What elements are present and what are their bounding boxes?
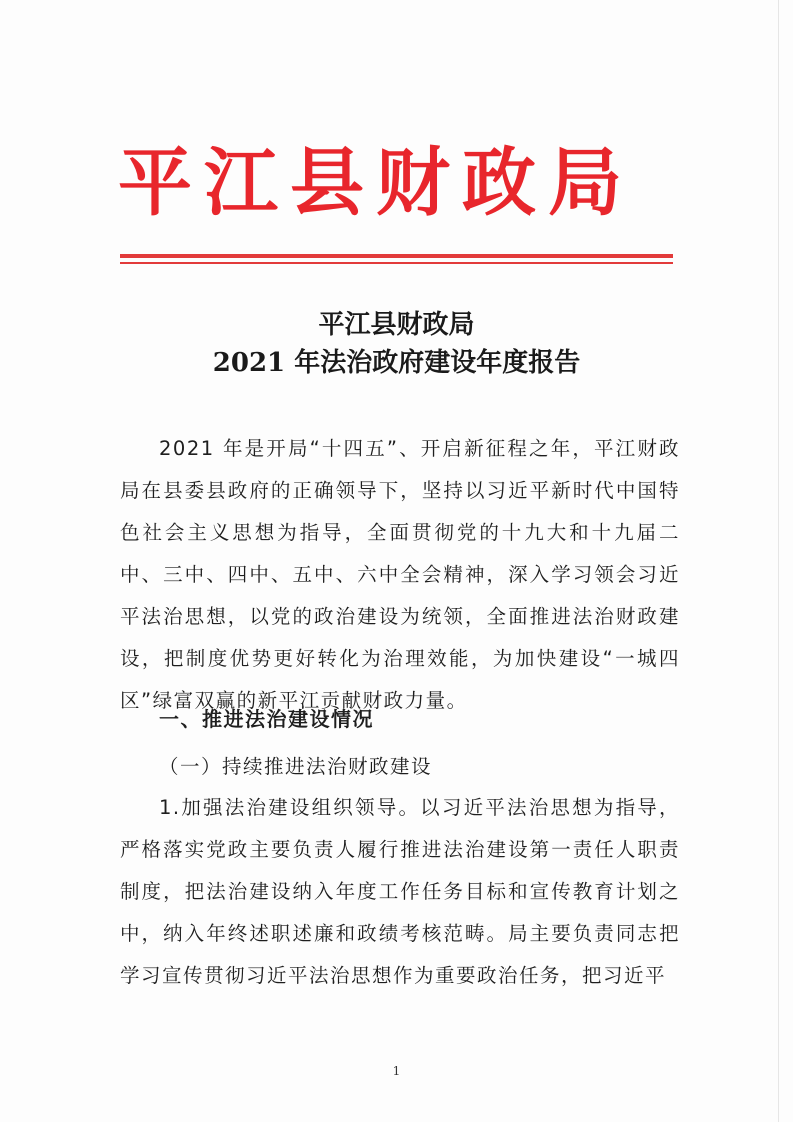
document-title [120, 306, 673, 382]
intro-paragraph: 2021 年是开局“十四五”、开启新征程之年，平江财政局在县委县政府的正确领导下，坚持以习近平新时代中国特色社会主义思想为指导，全面贯彻党的十九大和十九届二中、三中、四中、五中、六中全会精神，深入学习领会习近平法治思想，以党的政治建设为统领，全面推进法治财政建设，把制度优势更好转化为治理效能，为加快建设“一城四区”绿富双赢的新平江贡献财政力量。 [120, 437, 680, 712]
title-line-2: 2021 年法治政府建设年度报告 [212, 348, 581, 378]
subsection-heading-1: （一）持续推进法治财政建设 [159, 755, 433, 778]
section-heading-1: 一、推进法治建设情况 [159, 707, 374, 731]
title-line-1: 平江县财政局 [318, 310, 475, 340]
scan-edge-line [778, 0, 779, 1122]
red-masthead: 平江县财政局 [118, 140, 634, 226]
masthead-rule-thick [120, 254, 673, 258]
subsection-paragraph-1: 1.加强法治建设组织领导。以习近平法治思想为指导，严格落实党政主要负责人履行推进法治建设第一责任人职责制度，把法治建设纳入年度工作任务目标和宣传教育计划之中，纳入年终述职述廉和政绩考核范畴。局主要负责同志把学习宣传贯彻习近平法治思想作为重要政治任务，把习近平 [120, 796, 680, 987]
page-number: 1 [392, 1064, 401, 1078]
masthead-rule-thin [120, 262, 673, 264]
